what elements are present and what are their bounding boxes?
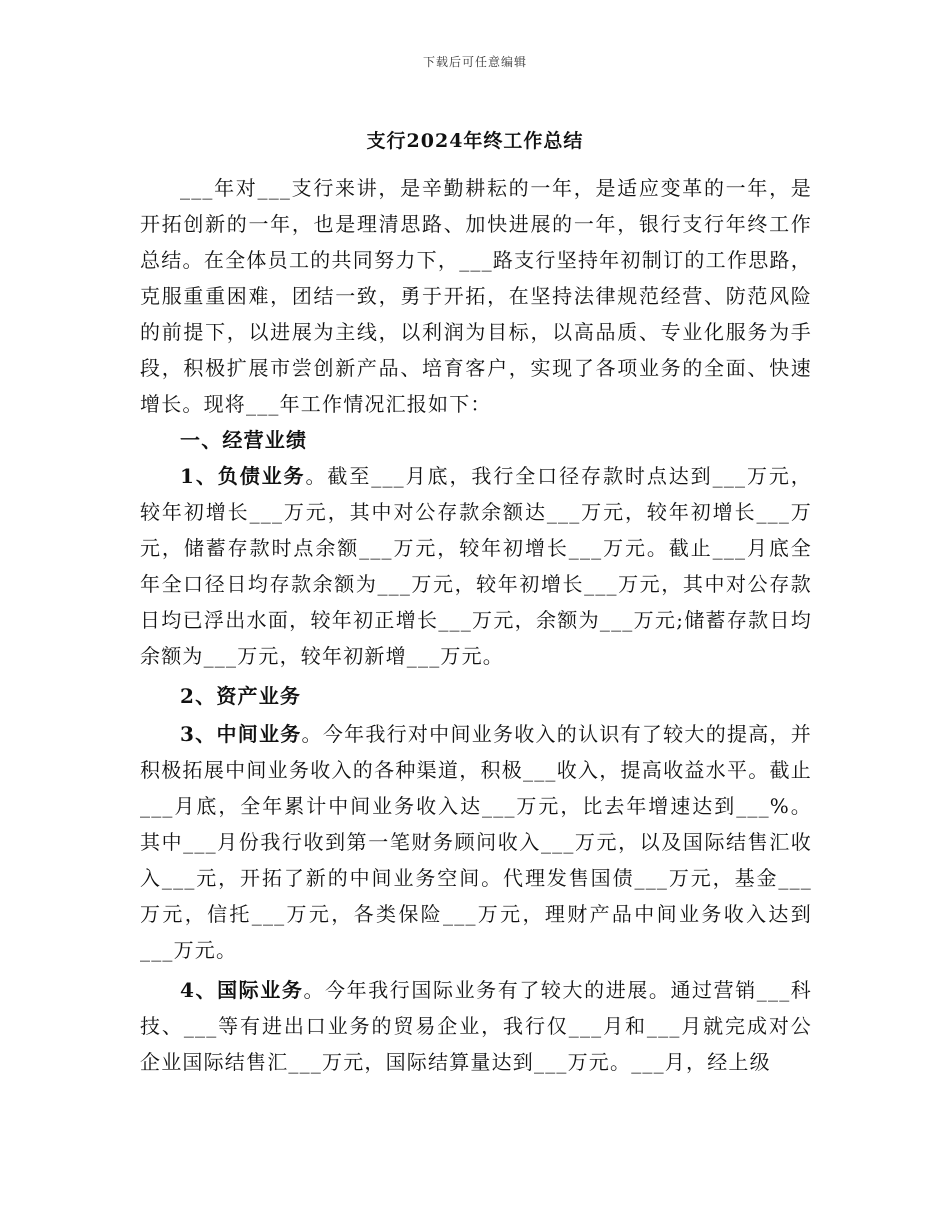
paragraph-liability-business [140, 458, 812, 674]
paragraph-intermediary-business [140, 716, 812, 968]
intermediary-business-text: 。今年我行对中间业务收入的认识有了较大的提高，并积极拓展中间业务收入的各种渠道，积极___收入，提高收益水平。截止___月底，全年累计中间业务收入达___万元，比去年增速达到___%。其中___月份我行收到第一笔财务顾问收入___万元，以及国际结售汇收入___元，开拓了新的中间业务空间。代理发售国债___万元，基金___万元，信托___万元，各类保险___万元，理财产品中间业务收入达到___万元。 [140, 722, 812, 962]
document-body [140, 170, 812, 1080]
liability-business-lead: 1、负债业务 [180, 464, 306, 488]
page-header-note: 下载后可任意编辑 [422, 55, 527, 69]
paragraph-international-business [140, 972, 812, 1080]
section-heading-business-performance: 一、经营业绩 [180, 428, 308, 452]
intermediary-business-lead: 3、中间业务 [180, 722, 302, 746]
liability-business-text: 。截至___月底，我行全口径存款时点达到___万元，较年初增长___万元，其中对公存款余额达___万元，较年初增长___万元，储蓄存款时点余额___万元，较年初增长___万元。截止___月底全年全口径日均存款余额为___万元，较年初增长___万元，其中对公存款日均已浮出水面，较年初正增长___万元，余额为___万元;储蓄存款日均余额为___万元，较年初新增___万元。 [140, 464, 813, 668]
heading-asset-business: 2、资产业务 [180, 684, 302, 708]
intro-paragraph: ___年对___支行来讲，是辛勤耕耘的一年，是适应变革的一年，是开拓创新的一年，也是理清思路、加快进展的一年，银行支行年终工作总结。在全体员工的共同努力下，___路支行坚持年初制订的工作思路，克服重重困难，团结一致，勇于开拓，在坚持法律规范经营、防范风险的前提下，以进展为主线，以利润为目标，以高品质、专业化服务为手段，积极扩展市尝创新产品、培育客户，实现了各项业务的全面、快速增长。现将___年工作情况汇报如下： [140, 176, 812, 416]
international-business-lead: 4、国际业务 [180, 978, 304, 1002]
international-business-text: 。今年我行国际业务有了较大的进展。通过营销___科技、___等有进出口业务的贸易企业，我行仅___月和___月就完成对公企业国际结售汇___万元，国际结算量达到___万元。___月，经上级 [140, 978, 812, 1074]
document-title: 支行2024年终工作总结 [366, 130, 584, 152]
